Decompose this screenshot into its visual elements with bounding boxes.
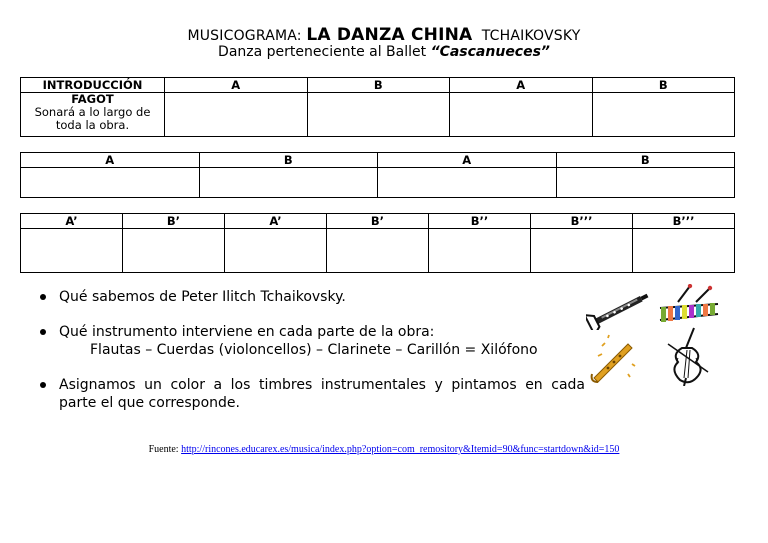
table-header-row: [21, 214, 735, 229]
instrument-list: Flautas – Cuerdas (violoncellos) – Clarinete – Carillón = Xilófono: [90, 342, 538, 358]
list-item-text: Asignamos un color a los timbres instrumentales y pintamos en cada parte el que corresponde.: [59, 377, 585, 411]
list-item: [40, 288, 585, 306]
blank-cell[interactable]: [556, 168, 735, 198]
xylophone-icon: [656, 284, 722, 328]
header-cell: B: [307, 78, 450, 93]
list-item-text: Qué instrumento interviene en cada parte de la obra:: [59, 324, 435, 340]
header-cell: B’’: [429, 214, 531, 229]
header-cell: A’: [225, 214, 327, 229]
musicogram-table-2: [20, 152, 735, 198]
header-cell: A: [450, 78, 593, 93]
bullet-icon: [40, 329, 46, 335]
cello-icon: [664, 326, 714, 386]
header-cell: B: [199, 153, 378, 168]
blank-cell[interactable]: [123, 229, 225, 273]
page-title: [0, 25, 768, 45]
header-cell: A: [165, 78, 308, 93]
source-citation: [0, 444, 768, 455]
work-title: LA DANZA CHINA: [306, 25, 473, 45]
blank-cell[interactable]: [327, 229, 429, 273]
ballet-name: “Cascanueces”: [430, 44, 550, 60]
header-cell: INTRODUCCIÓN: [21, 78, 165, 93]
title-prefix: MUSICOGRAMA:: [187, 28, 307, 44]
blank-cell[interactable]: [450, 93, 593, 137]
header-cell: B’’’: [531, 214, 633, 229]
source-label: Fuente:: [148, 444, 182, 455]
bullet-icon: [40, 382, 46, 388]
bullet-icon: [40, 294, 46, 300]
list-item-text: Qué sabemos de Peter Ilitch Tchaikovsky.: [59, 289, 346, 305]
source-link[interactable]: http://rincones.educarex.es/musica/index.php?option=com_remository&Itemid=90&func=startdown&id=150: [181, 444, 620, 455]
intro-cell: [21, 93, 165, 137]
musicogram-table-1: [20, 77, 735, 137]
list-item: [40, 323, 585, 359]
composer-name: TCHAIKOVSKY: [481, 28, 581, 44]
list-item: [40, 376, 585, 412]
intro-note: Sonará a lo largo de toda la obra.: [34, 105, 151, 132]
header-cell: A’: [21, 214, 123, 229]
intro-instrument: FAGOT: [71, 92, 114, 106]
table-header-row: [21, 153, 735, 168]
header-cell: B: [556, 153, 735, 168]
header-cell: B’: [123, 214, 225, 229]
table-row: [21, 93, 735, 137]
blank-cell[interactable]: [307, 93, 450, 137]
blank-cell[interactable]: [429, 229, 531, 273]
blank-cell[interactable]: [225, 229, 327, 273]
header-cell: B’’’: [633, 214, 735, 229]
blank-cell[interactable]: [165, 93, 308, 137]
table-row: [21, 229, 735, 273]
activity-list: [40, 288, 585, 412]
header-cell: A: [378, 153, 557, 168]
blank-cell[interactable]: [592, 93, 735, 137]
flute-icon: [588, 334, 640, 384]
clarinet-icon: [586, 290, 652, 330]
header-cell: B: [592, 78, 735, 93]
header-cell: B’: [327, 214, 429, 229]
table-header-row: [21, 78, 735, 93]
blank-cell[interactable]: [21, 229, 123, 273]
subtitle-prefix: Danza perteneciente al Ballet: [218, 44, 431, 60]
blank-cell[interactable]: [21, 168, 200, 198]
blank-cell[interactable]: [531, 229, 633, 273]
header-cell: A: [21, 153, 200, 168]
blank-cell[interactable]: [378, 168, 557, 198]
blank-cell[interactable]: [199, 168, 378, 198]
page-subtitle: [0, 44, 768, 60]
musicogram-table-3: [20, 213, 735, 273]
blank-cell[interactable]: [633, 229, 735, 273]
table-row: [21, 168, 735, 198]
